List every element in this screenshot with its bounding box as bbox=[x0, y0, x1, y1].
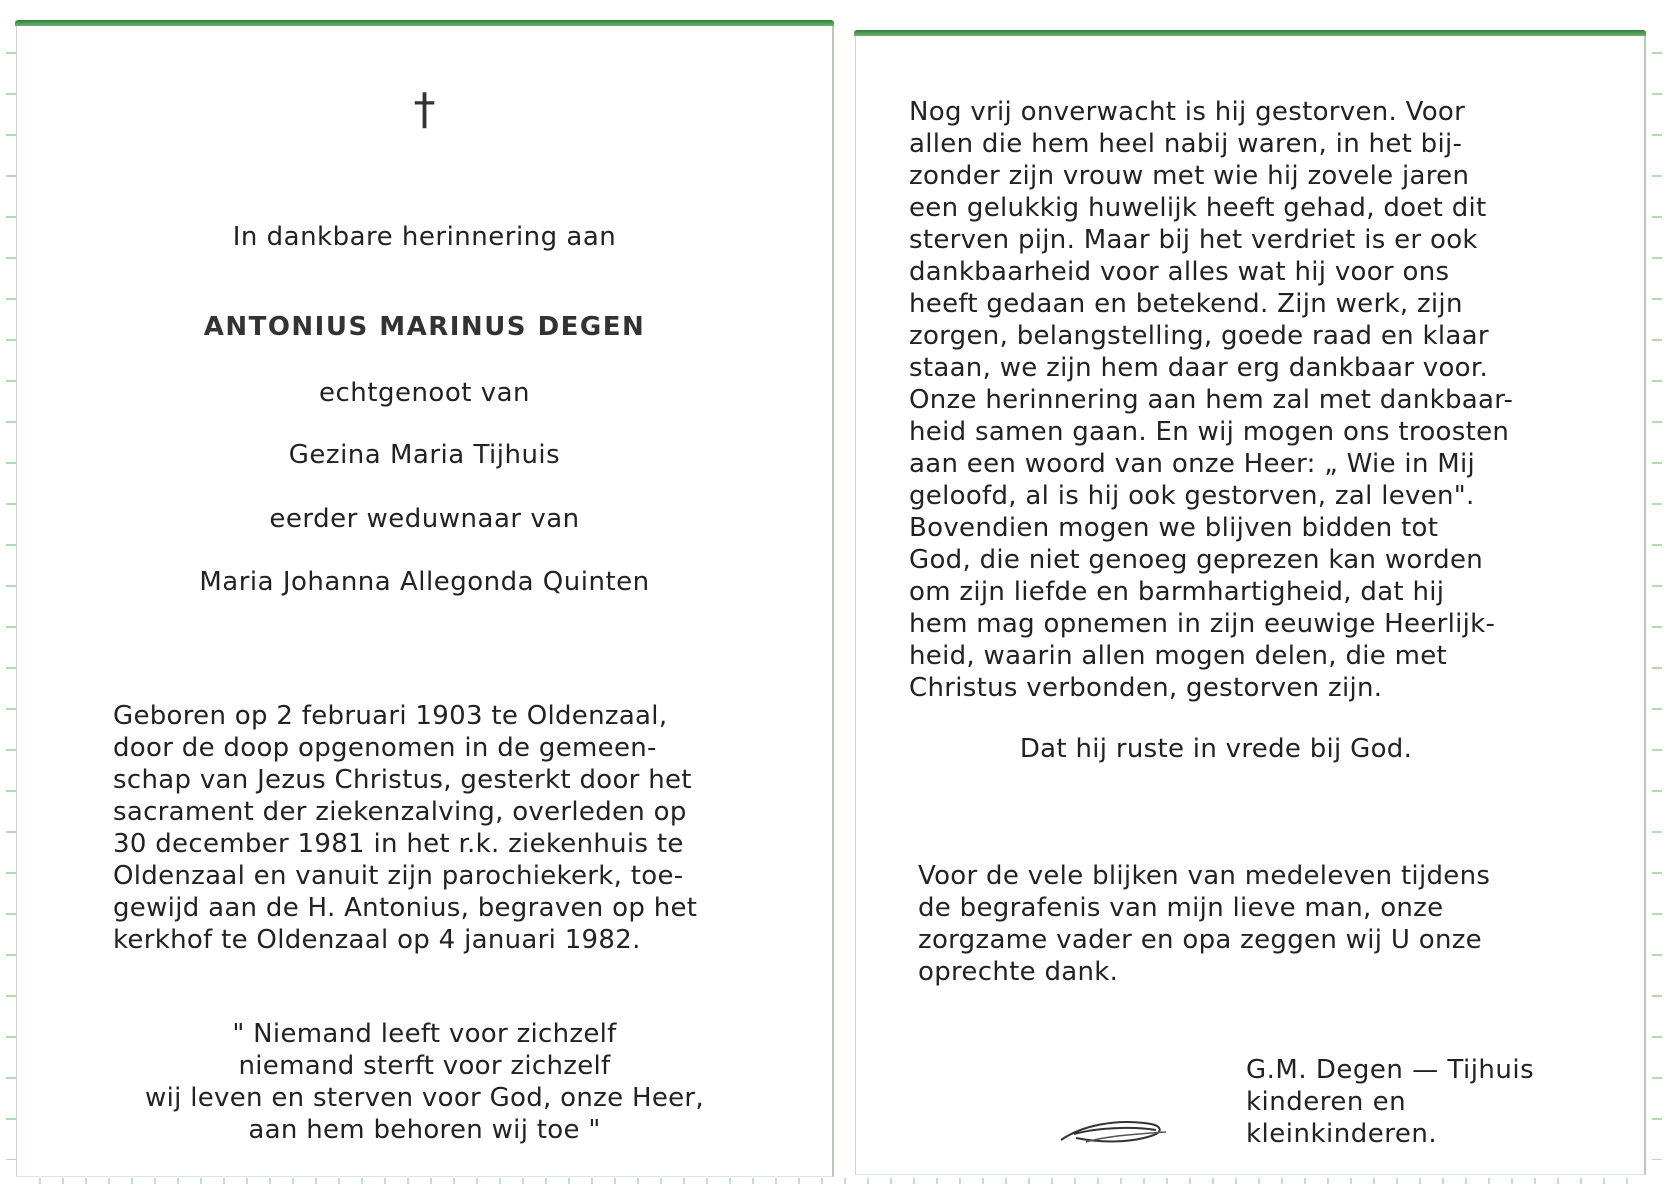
reflection-line: heid, waarin allen mogen delen, die met bbox=[909, 641, 1448, 671]
reflection-block bbox=[909, 96, 1529, 704]
thanks-line: Voor de vele blijken van medeleven tijdens bbox=[918, 861, 1491, 891]
blessing-text: Dat hij ruste in vrede bij God. bbox=[1019, 734, 1413, 764]
intro-text: In dankbare herinnering aan bbox=[232, 222, 617, 252]
widower-label: eerder weduwnaar van bbox=[269, 504, 580, 534]
bottom-edge-specks bbox=[30, 1178, 1630, 1184]
right-edge-stripes bbox=[1652, 30, 1662, 1160]
reflection-line: dankbaarheid voor alles wat hij voor ons bbox=[909, 257, 1450, 287]
memorial-card-left bbox=[16, 24, 834, 1177]
quote-block bbox=[17, 1018, 832, 1146]
reflection-line: aan een woord van onze Heer: „ Wie in Mij bbox=[909, 449, 1476, 479]
signature-line: G.M. Degen — Tijhuis bbox=[1246, 1055, 1535, 1085]
biography-line: Geboren op 2 februari 1903 te Oldenzaal, bbox=[113, 701, 668, 731]
deceased-name: ANTONIUS MARINUS DEGEN bbox=[203, 312, 646, 342]
cross-icon: † bbox=[413, 84, 436, 135]
reflection-line: heid samen gaan. En wij mogen ons troosten bbox=[909, 417, 1510, 447]
ink-scribble-mark bbox=[1056, 1112, 1176, 1152]
biography-line: kerkhof te Oldenzaal op 4 januari 1982. bbox=[113, 925, 641, 955]
quote-line: aan hem behoren wij toe " bbox=[248, 1115, 601, 1145]
reflection-line: heeft gedaan en betekend. Zijn werk, zijn bbox=[909, 289, 1463, 319]
biography-block bbox=[113, 700, 755, 956]
biography-line: gewijd aan de H. Antonius, begraven op het bbox=[113, 893, 698, 923]
first-wife-name: Maria Johanna Allegonda Quinten bbox=[199, 567, 650, 597]
reflection-line: sterven pijn. Maar bij het verdriet is er ook bbox=[909, 225, 1478, 255]
quote-line: " Niemand leeft voor zichzelf bbox=[232, 1019, 617, 1049]
reflection-line: zonder zijn vrouw met wie hij zovele jaren bbox=[909, 161, 1470, 191]
reflection-line: geloofd, al is hij ook gestorven, zal leven". bbox=[909, 481, 1475, 511]
reflection-line: God, die niet genoeg geprezen kan worden bbox=[909, 545, 1484, 575]
memorial-card-right bbox=[855, 34, 1646, 1175]
spouse-label: echtgenoot van bbox=[318, 378, 530, 408]
reflection-line: Christus verbonden, gestorven zijn. bbox=[909, 673, 1383, 703]
biography-line: Oldenzaal en vanuit zijn parochiekerk, toe- bbox=[113, 861, 684, 891]
left-edge-stripes bbox=[6, 30, 16, 1160]
reflection-line: een gelukkig huwelijk heeft gehad, doet dit bbox=[909, 193, 1487, 223]
biography-line: schap van Jezus Christus, gesterkt door het bbox=[113, 765, 692, 795]
signature-line: kleinkinderen. bbox=[1246, 1119, 1438, 1149]
reflection-line: Nog vrij onverwacht is hij gestorven. Voor bbox=[909, 97, 1466, 127]
spouse-name: Gezina Maria Tijhuis bbox=[288, 440, 561, 470]
reflection-line: Bovendien mogen we blijven bidden tot bbox=[909, 513, 1439, 543]
signature-block bbox=[1246, 1054, 1534, 1150]
reflection-line: om zijn liefde en barmhartigheid, dat hij bbox=[909, 577, 1445, 607]
thanks-block bbox=[918, 860, 1538, 988]
reflection-line: hem mag opnemen in zijn eeuwige Heerlijk- bbox=[909, 609, 1496, 639]
biography-line: sacrament der ziekenzalving, overleden op bbox=[113, 797, 687, 827]
thanks-line: de begrafenis van mijn lieve man, onze bbox=[918, 893, 1444, 923]
reflection-line: staan, we zijn hem daar erg dankbaar voor. bbox=[909, 353, 1489, 383]
reflection-line: zorgen, belangstelling, goede raad en klaar bbox=[909, 321, 1489, 351]
biography-line: 30 december 1981 in het r.k. ziekenhuis te bbox=[113, 829, 684, 859]
quote-line: niemand sterft voor zichzelf bbox=[238, 1051, 611, 1081]
quote-line: wij leven en sterven voor God, onze Heer, bbox=[145, 1083, 704, 1113]
reflection-line: allen die hem heel nabij waren, in het bij- bbox=[909, 129, 1463, 159]
biography-line: door de doop opgenomen in de gemeen- bbox=[113, 733, 657, 763]
thanks-line: zorgzame vader en opa zeggen wij U onze bbox=[918, 925, 1482, 955]
thanks-line: oprechte dank. bbox=[918, 957, 1119, 987]
reflection-line: Onze herinnering aan hem zal met dankbaar- bbox=[909, 385, 1514, 415]
signature-line: kinderen en bbox=[1246, 1087, 1407, 1117]
